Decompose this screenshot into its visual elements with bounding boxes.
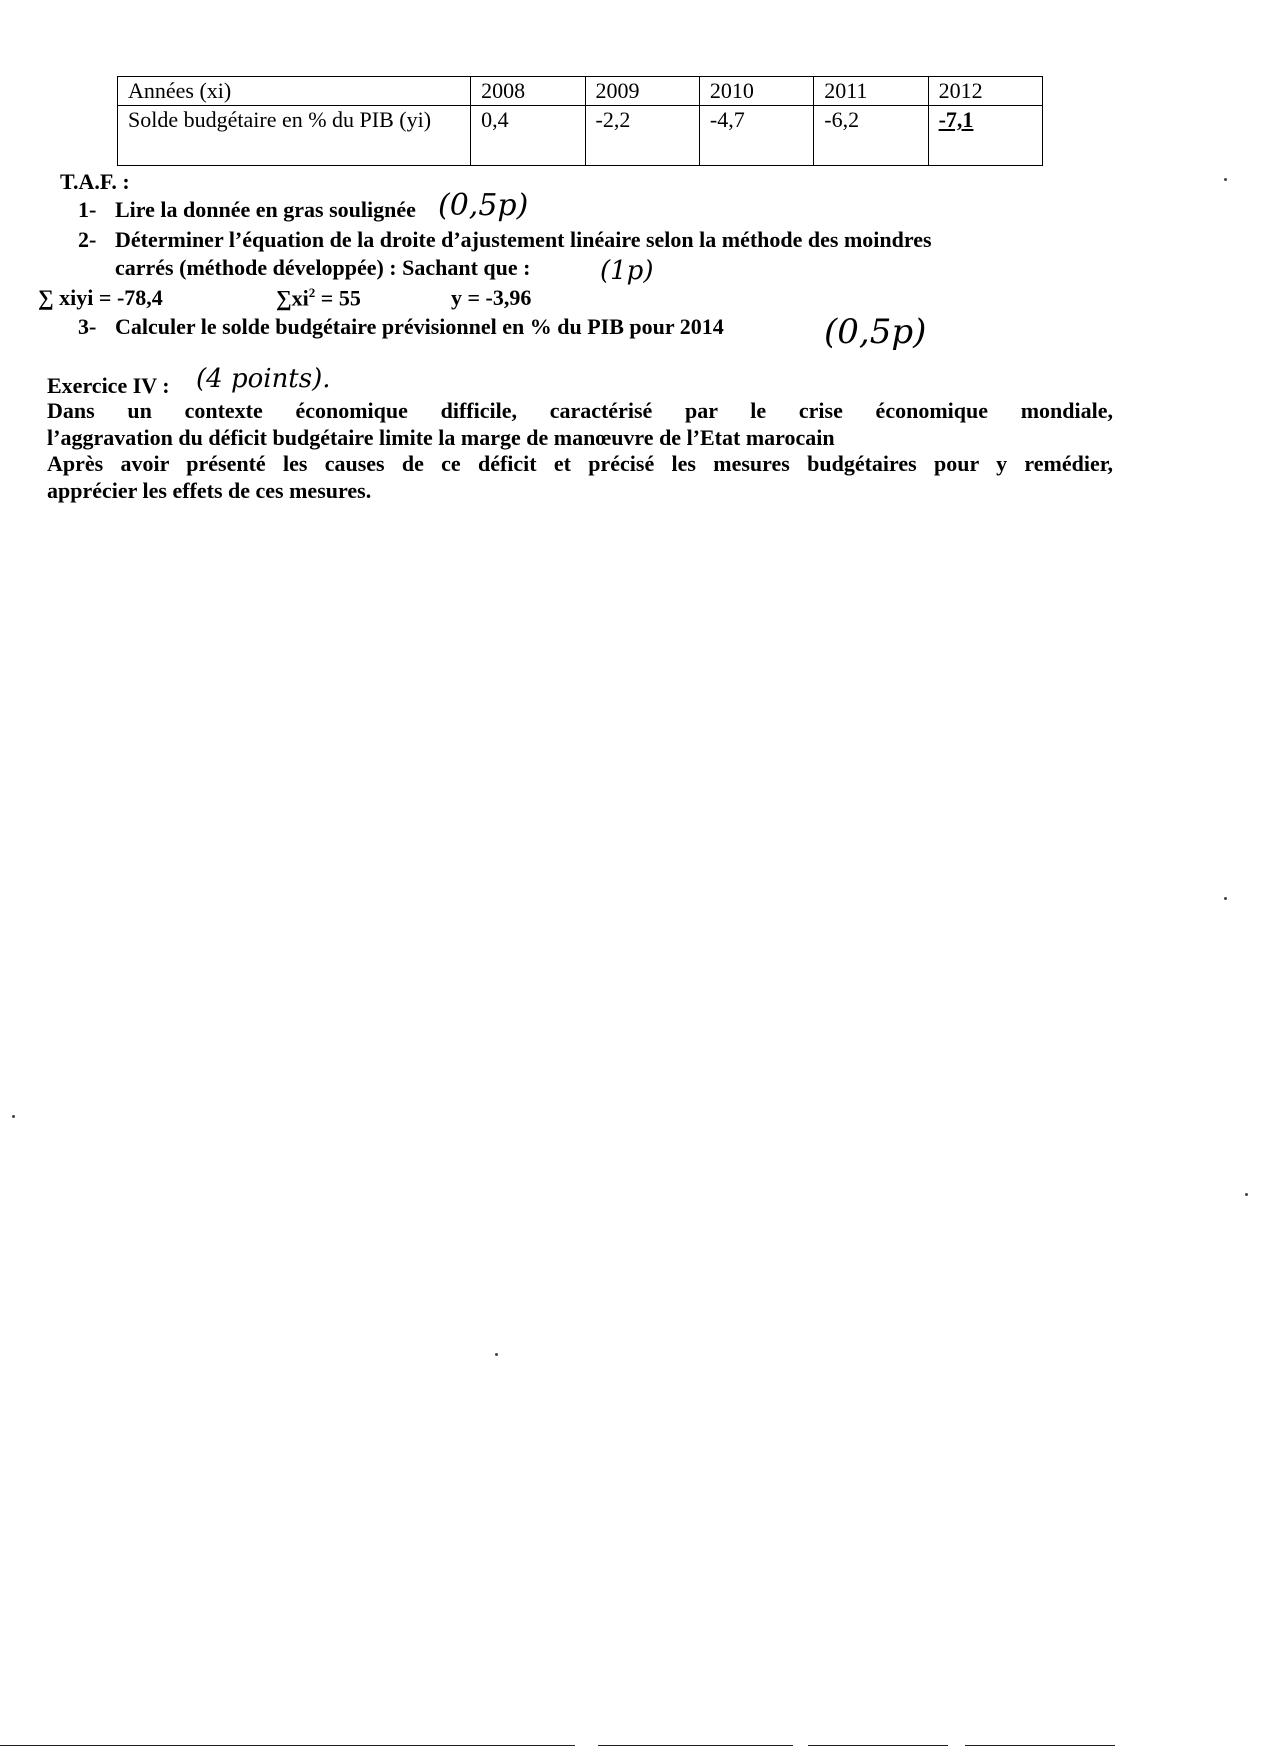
question-text: Déterminer l’équation de la droite d’ajustement linéaire selon la méthode des moindres — [115, 227, 932, 252]
handwritten-points: (0,5p) — [438, 188, 529, 223]
scan-edge-line — [0, 1745, 575, 1746]
scan-edge-line — [808, 1745, 948, 1746]
exercise-text — [47, 398, 1113, 504]
budget-balance-table — [117, 76, 1043, 166]
y-mean: y = -3,96 — [451, 285, 532, 310]
handwritten-points: (1p) — [600, 256, 654, 286]
table-cell: 2009 — [585, 77, 699, 106]
scan-speck — [12, 1115, 15, 1118]
question-2-continued: carrés (méthode développée) : Sachant que : — [115, 255, 531, 280]
taf-heading: T.A.F. : — [60, 169, 130, 194]
table-cell-label: Années (xi) — [118, 77, 471, 106]
question-number: 1- — [78, 197, 97, 222]
table-cell: 2011 — [814, 77, 928, 106]
table-cell: 2010 — [699, 77, 813, 106]
sum-xiyi: ∑ xiyi = -78,4 — [38, 285, 163, 310]
scan-speck — [495, 1353, 498, 1356]
scan-speck — [1224, 897, 1227, 900]
scan-edge-line — [598, 1745, 793, 1746]
question-3 — [78, 313, 724, 341]
table-row-balance — [118, 106, 1043, 166]
scan-speck — [1245, 1193, 1248, 1196]
table-row-years — [118, 77, 1043, 106]
question-text: Lire la donnée en gras soulignée — [115, 197, 416, 222]
question-2 — [78, 226, 932, 254]
table-cell: 2012 — [928, 77, 1042, 106]
scan-edge-line — [965, 1745, 1115, 1746]
handwritten-points: (4 points). — [196, 364, 331, 394]
table-cell: -4,7 — [699, 106, 813, 166]
paragraph-line: l’aggravation du déficit budgétaire limite la marge de manœuvre de l’Etat marocain — [47, 424, 835, 450]
paragraph-line: Après avoir présenté les causes de ce déficit et précisé les mesures budgétaires pour y remédier, — [47, 451, 1113, 476]
question-text: Calculer le solde budgétaire prévisionnel en % du PIB pour 2014 — [115, 314, 724, 339]
table-cell: 2008 — [471, 77, 585, 106]
paragraph-line: apprécier les effets de ces mesures. — [47, 477, 372, 503]
sum-xi-squared: $\sum xi^2 = 55$ — [276, 285, 361, 311]
question-1 — [78, 196, 416, 224]
table-cell: 0,4 — [471, 106, 585, 166]
table-cell-label: Solde budgétaire en % du PIB (yi) — [118, 106, 471, 166]
paragraph-line: Dans un contexte économique difficile, caractérisé par le crise économique mondiale, — [47, 398, 1113, 423]
question-number: 2- — [78, 227, 97, 252]
handwritten-points: (0,5p) — [824, 312, 927, 352]
table-cell-underlined: -7,1 — [928, 106, 1042, 166]
scan-speck — [1224, 178, 1227, 181]
exercise-title: Exercice IV : — [47, 373, 170, 398]
table-cell: -6,2 — [814, 106, 928, 166]
question-number: 3- — [78, 314, 97, 339]
table-cell: -2,2 — [585, 106, 699, 166]
